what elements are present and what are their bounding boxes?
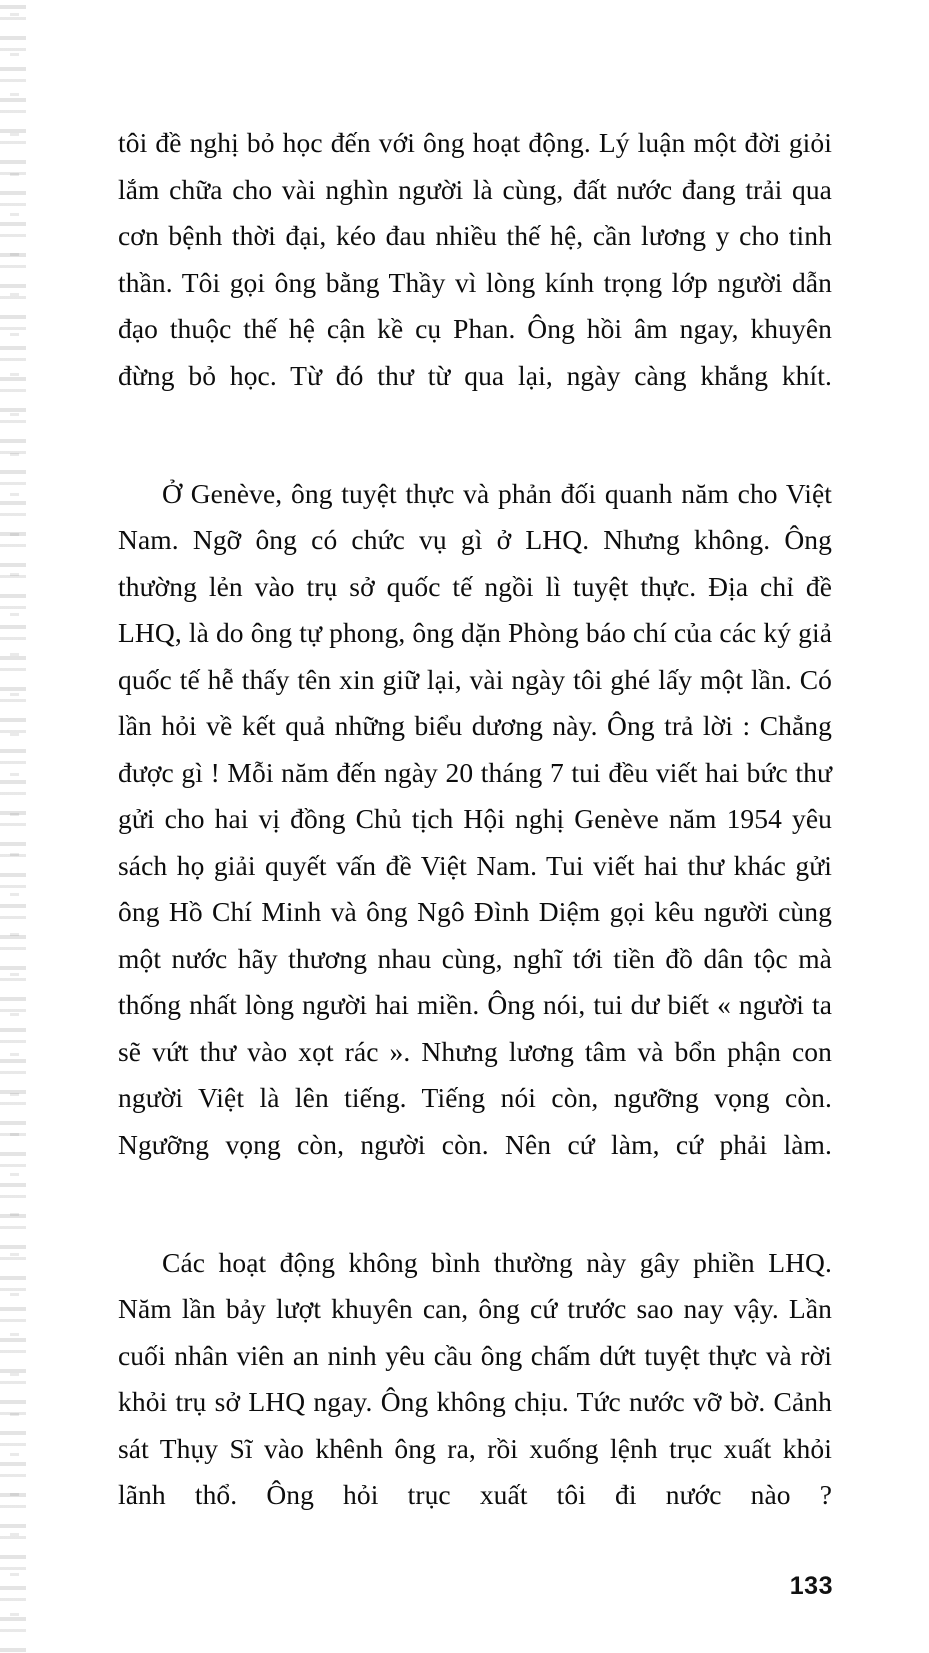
body-text — [118, 120, 832, 1565]
paragraph-1: tôi đề nghị bỏ học đến với ông hoạt động. Lý luận một đời giỏi lắm chữa cho vài nghìn người là cùng, đất nước đang trải qua cơn bệnh thời đại, kéo đau nhiều thế hệ, cần lương y cho tinh thần. Tôi gọi ông bằng Thầy vì lòng kính trọng lớp người dẫn đạo thuộc thế hệ cận kề cụ Phan. Ông hồi âm ngay, khuyên đừng bỏ học. Từ đó thư từ qua lại, ngày càng khắng khít. — [118, 127, 832, 391]
paragraph-3: Các hoạt động không bình thường này gây phiền LHQ. Năm lần bảy lượt khuyên can, ông cứ trước sao nay vậy. Lần cuối nhân viên an ninh yêu cầu ông chấm dứt tuyệt thực và rời khỏi trụ sở LHQ ngay. Ông không chịu. Tức nước vỡ bờ. Cảnh sát Thụy Sĩ vào khênh ông ra, rồi xuống lệnh trục xuất khỏi lãnh thổ. Ông hỏi trục xuất tôi đi nước nào ? — [118, 1246, 832, 1510]
paragraph-2: Ở Genève, ông tuyệt thực và phản đối quanh năm cho Việt Nam. Ngỡ ông có chức vụ gì ở LHQ. Nhưng không. Ông thường lẻn vào trụ sở quốc tế ngồi lì tuyệt thực. Địa chỉ đề LHQ, là do ông tự phong, ông dặn Phòng báo chí của các ký giả quốc tế hễ thấy tên xin giữ lại, vài ngày tôi ghé lấy một lần. Có lần hỏi về kết quả những biểu dương này. Ông trả lời : Chẳng được gì ! Mỗi năm đến ngày 20 tháng 7 tui đều viết hai bức thư gửi cho hai vị đồng Chủ tịch Hội nghị Genève năm 1954 yêu sách họ giải quyết vấn đề Việt Nam. Tui viết hai thư khác gửi ông Hồ Chí Minh và ông Ngô Đình Diệm gọi kêu người cùng một nước hãy thương nhau cùng, nghĩ tới tiền đồ dân tộc mà thống nhất lòng người hai miền. Ông nói, tui dư biết « người ta sẽ vứt thư vào xọt rác ». Nhưng lương tâm và bổn phận con người Việt là lên tiếng. Tiếng nói còn, ngưỡng vọng còn. Ngưỡng vọng còn, người còn. Nên cứ làm, cứ phải làm. — [118, 477, 832, 1160]
page-number: 133 — [789, 1572, 833, 1600]
scan-edge-artifact-secondary — [10, 0, 19, 1653]
scan-edge-artifact — [0, 0, 26, 1653]
